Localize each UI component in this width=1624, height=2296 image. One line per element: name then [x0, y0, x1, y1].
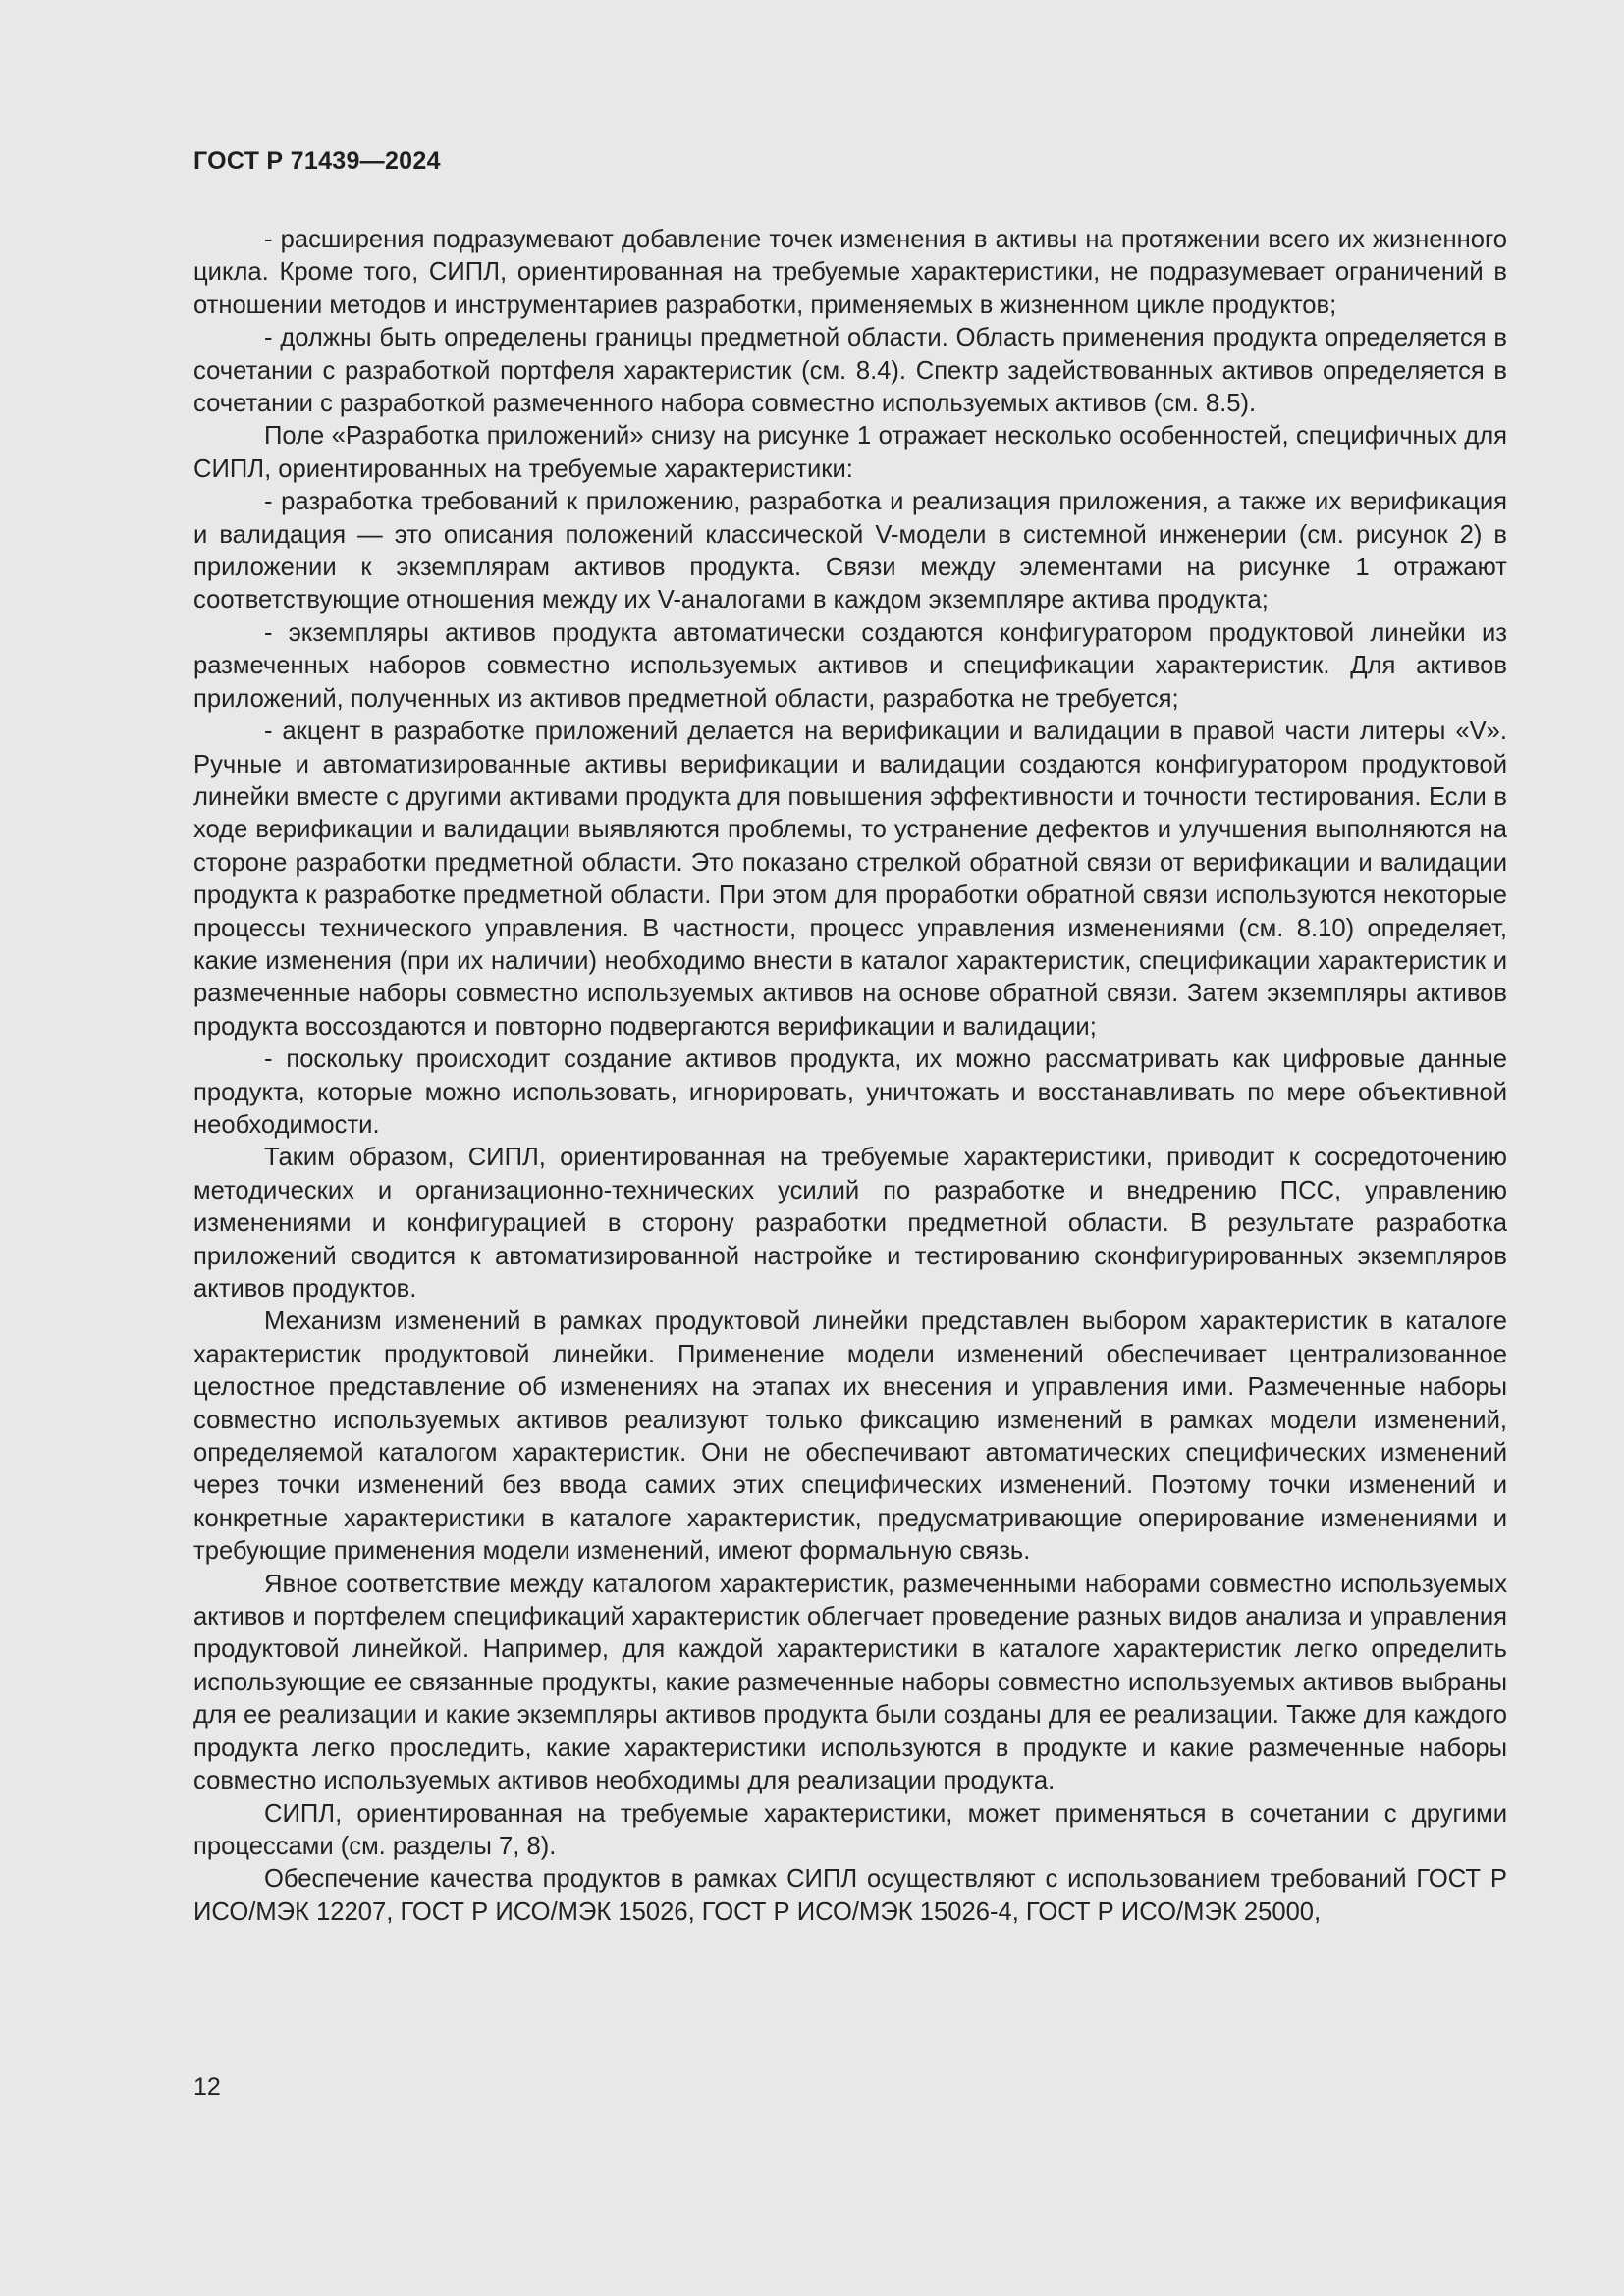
document-header: ГОСТ Р 71439—2024 [193, 147, 441, 175]
page-number: 12 [193, 2073, 221, 2101]
paragraph: СИПЛ, ориентированная на требуемые характеристики, может применяться в сочетании с другими процессами (см. разделы 7, 8). [193, 1799, 1507, 1860]
paragraph: - экземпляры активов продукта автоматически создаются конфигуратором продуктовой линейки из размеченных наборов совместно используемых активов и спецификации характеристик. Для активов приложений, полученных из активов предметной области, разработка не требуется; [193, 618, 1507, 713]
paragraph: - должны быть определены границы предметной области. Область применения продукта определяется в сочетании с разработкой портфеля характеристик (см. 8.4). Спектр задействованных активов определяется в сочетании с разработкой размеченного набора совместно используемых активов (см. 8.5). [193, 324, 1507, 418]
document-body [193, 224, 1507, 1929]
paragraph: Поле «Разработка приложений» снизу на рисунке 1 отражает несколько особенностей, специфичных для СИПЛ, ориентированных на требуемые характеристики: [193, 422, 1507, 483]
paragraph: Механизм изменений в рамках продуктовой линейки представлен выбором характеристик в каталоге характеристик продуктовой линейки. Применение модели изменений обеспечивает централизованное целостное представление об изменениях на этапах их внесения и управления ими. Размеченные наборы совместно используемых активов реализуют только фиксацию изменений в рамках модели изменений, определяемой каталогом характеристик. Они не обеспечивают автоматических специфических изменений через точки изменений без ввода самих этих специфических изменений. Поэтому точки изменений и конкретные характеристики в каталоге характеристик, предусматривающие оперирование изменениями и требующие применения модели изменений, имеют формальную связь. [193, 1308, 1507, 1566]
paragraph: Таким образом, СИПЛ, ориентированная на требуемые характеристики, приводит к сосредоточению методических и организационно-технических усилий по разработке и внедрению ПСС, управлению изменениями и конфигурацией в сторону разработки предметной области. В результате разработка приложений сводится к автоматизированной настройке и тестированию сконфигурированных экземпляров активов продуктов. [193, 1144, 1507, 1303]
paragraph: Явное соответствие между каталогом характеристик, размеченными наборами совместно используемых активов и портфелем спецификаций характеристик облегчает проведение разных видов анализа и управления продуктовой линейкой. Например, для каждой характеристики в каталоге характеристик легко определить использующие ее связанные продукты, какие размеченные наборы совместно используемых активов выбраны для ее реализации и какие экземпляры активов продукта были созданы для ее реализации. Также для каждого продукта легко проследить, какие характеристики используются в продукте и какие размеченные наборы совместно используемых активов необходимы для реализации продукта. [193, 1570, 1507, 1795]
paragraph: - поскольку происходит создание активов продукта, их можно рассматривать как цифровые данные продукта, которые можно использовать, игнорировать, уничтожать и восстанавливать по мере объективной необходимости. [193, 1045, 1507, 1139]
paragraph: - разработка требований к приложению, разработка и реализация приложения, а также их верификация и валидация — это описания положений классической V-модели в системной инженерии (см. рисунок 2) в приложении к экземплярам активов продукта. Связи между элементами на рисунке 1 отражают соответствующие отношения между их V-аналогами в каждом экземпляре актива продукта; [193, 488, 1507, 614]
paragraph: Обеспечение качества продуктов в рамках СИПЛ осуществляют с использованием требований ГОСТ Р ИСО/МЭК 12207, ГОСТ Р ИСО/МЭК 15026, ГОСТ Р ИСО/МЭК 15026-4, ГОСТ Р ИСО/МЭК 25000, [193, 1865, 1507, 1926]
paragraph: - расширения подразумевают добавление точек изменения в активы на протяжении всего их жизненного цикла. Кроме того, СИПЛ, ориентированная на требуемые характеристики, не подразумевает ограничений в отношении методов и инструментариев разработки, применяемых в жизненном цикле продуктов; [193, 226, 1507, 319]
paragraph: - акцент в разработке приложений делается на верификации и валидации в правой части литеры «V». Ручные и автоматизированные активы верификации и валидации создаются конфигуратором продуктовой линейки вместе с другими активами продукта для повышения эффективности и точности тестирования. Если в ходе верификации и валидации выявляются проблемы, то устранение дефектов и улучшения выполняются на стороне разработки предметной области. Это показано стрелкой обратной связи от верификации и валидации продукта к разработке предметной области. При этом для проработки обратной связи используются некоторые процессы технического управления. В частности, процесс управления изменениями (см. 8.10) определяет, какие изменения (при их наличии) необходимо внести в каталог характеристик, спецификации характеристик и размеченные наборы совместно используемых активов на основе обратной связи. Затем экземпляры активов продукта воссоздаются и повторно подвергаются верификации и валидации; [193, 718, 1507, 1041]
